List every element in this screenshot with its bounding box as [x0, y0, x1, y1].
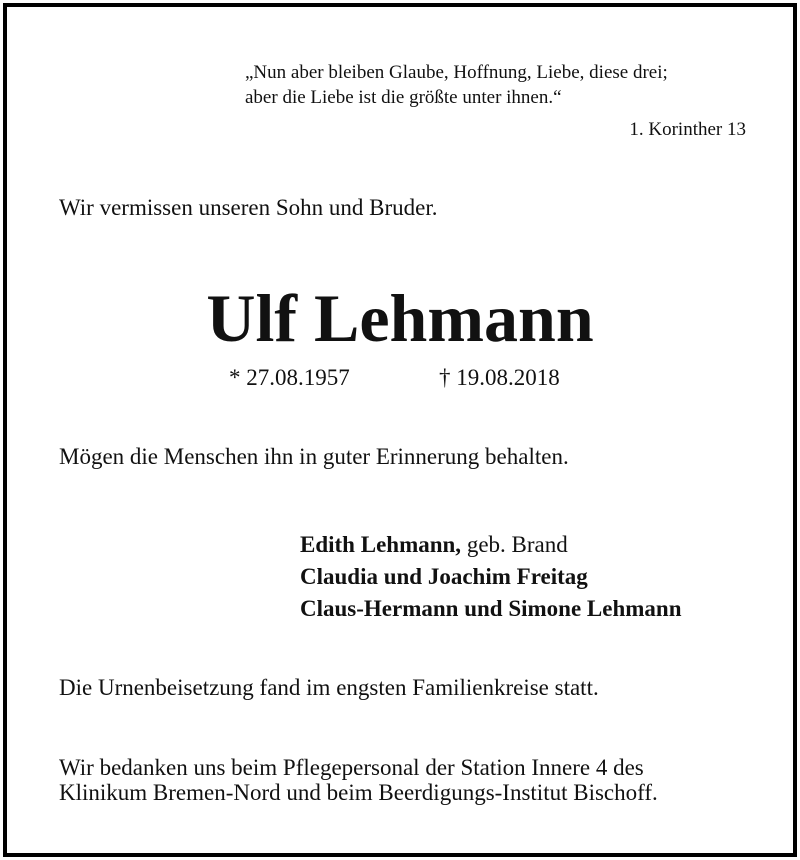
bible-quote [245, 60, 668, 110]
thanks-text [59, 755, 658, 805]
family-line-2: Claudia und Joachim Freitag [300, 564, 588, 589]
memory-text: Mögen die Menschen ihn in guter Erinnerung behalten. [59, 444, 569, 469]
thanks-line-1: Wir bedanken uns beim Pflegepersonal der Station Innere 4 des [59, 755, 644, 780]
family-line-1-name: Edith Lehmann, [300, 532, 462, 557]
quote-line-1: „Nun aber bleiben Glaube, Hoffnung, Liebe, diese drei; [245, 62, 668, 83]
family-line-3: Claus-Hermann und Simone Lehmann [300, 596, 682, 621]
family-line-1-maiden: geb. Brand [461, 532, 568, 557]
intro-text: Wir vermissen unseren Sohn und Bruder. [59, 195, 438, 220]
quote-line-2: aber die Liebe ist die größte unter ihnen.“ [245, 87, 562, 108]
death-date: † 19.08.2018 [439, 365, 560, 390]
family-line-1 [300, 529, 682, 561]
birth-date: * 27.08.1957 [229, 365, 350, 390]
deceased-name: Ulf Lehmann [206, 280, 594, 356]
quote-source: 1. Korinther 13 [629, 119, 746, 140]
obituary-notice [3, 3, 797, 857]
family-signatures [300, 529, 682, 625]
burial-note: Die Urnenbeisetzung fand im engsten Familienkreise statt. [59, 675, 599, 700]
thanks-line-2: Klinikum Bremen-Nord und beim Beerdigungs-Institut Bischoff. [59, 780, 658, 805]
